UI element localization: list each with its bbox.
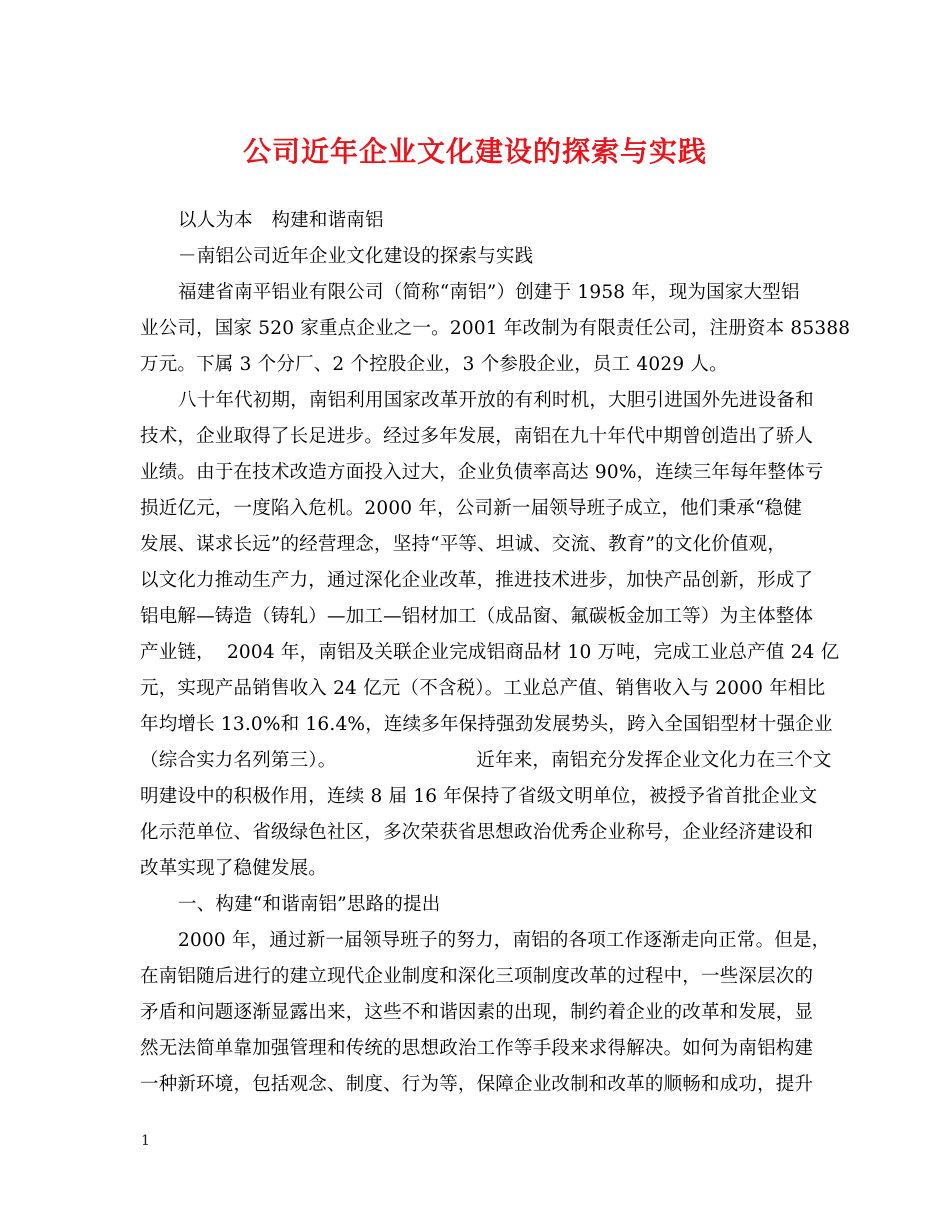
body-line: 八十年代初期，南铝利用国家改革开放的有利时机，大胆引进国外先进设备和 [178, 390, 814, 411]
body-line: 矛盾和问题逐渐显露出来，这些不和谐因素的出现，制约着企业的改革和发展，显 [140, 1002, 814, 1023]
body-line: 业绩。由于在技术改造方面投入过大，企业负债率高达 90%，连续三年每年整体亏 [140, 462, 824, 483]
page-number: 1 [141, 1133, 150, 1149]
body-line: 发展、谋求长远”的经营理念，坚持“平等、坦诚、交流、教育”的文化价值观， [140, 534, 787, 555]
body-line: 在南铝随后进行的建立现代企业制度和深化三项制度改革的过程中，一些深层次的 [140, 966, 814, 987]
body-line: （综合实力名列第三）。 近年来，南铝充分发挥企业文化力在三个文 [140, 750, 832, 771]
body-line: 元，实现产品销售收入 24 亿元（不含税）。工业总产值、销售收入与 2000 年相比 [140, 678, 826, 699]
body-line: 损近亿元，一度陷入危机。2000 年，公司新一届领导班子成立，他们秉承“稳健 [140, 498, 803, 519]
body-line: 然无法简单靠加强管理和传统的思想政治工作等手段来求得解决。如何为南铝构建 [140, 1038, 814, 1059]
body-line: 以文化力推动生产力，通过深化企业改革，推进技术进步，加快产品创新，形成了 [140, 570, 814, 591]
body-line: 技术，企业取得了长足进步。经过多年发展，南铝在九十年代中期曾创造出了骄人 [140, 426, 814, 447]
body-line: 以人为本 构建和谐南铝 [178, 210, 384, 231]
body-line: 万元。下属 3 个分厂、2 个控股企业，3 个参股企业，员工 4029 人。 [140, 354, 728, 375]
body-line: 一、构建“和谐南铝”思路的提出 [178, 894, 441, 915]
body-line: 铝电解—铸造（铸轧）—加工—铝材加工（成品窗、氟碳板金加工等）为主体整体 [140, 606, 814, 627]
body-line: 产业链， 2004 年，南铝及关联企业完成铝商品材 10 万吨，完成工业总产值 24 亿 [140, 642, 840, 663]
body-line: 明建设中的积极作用，连续 8 届 16 年保持了省级文明单位，被授予省首批企业文 [140, 786, 818, 807]
document-title: 公司近年企业文化建设的探索与实践 [242, 135, 707, 168]
body-line: 业公司，国家 520 家重点企业之一。2001 年改制为有限责任公司，注册资本 85388 [140, 318, 851, 339]
body-line: －南铝公司近年企业文化建设的探索与实践 [178, 246, 534, 267]
body-line: 改革实现了稳健发展。 [140, 858, 328, 879]
document-body [140, 203, 851, 1103]
body-line: 化示范单位、省级绿色社区，多次荣获省思想政治优秀企业称号，企业经济建设和 [140, 822, 814, 843]
body-line: 一种新环境，包括观念、制度、行为等，保障企业改制和改革的顺畅和成功，提升 [140, 1074, 814, 1095]
body-line: 2000 年，通过新一届领导班子的努力，南铝的各项工作逐渐走向正常。但是， [178, 930, 831, 951]
body-line: 年均增长 13.0%和 16.4%，连续多年保持强劲发展势头，跨入全国铝型材十强企业 [140, 714, 833, 735]
body-line: 福建省南平铝业有限公司（简称“南铝”）创建于 1958 年，现为国家大型铝 [178, 282, 800, 303]
